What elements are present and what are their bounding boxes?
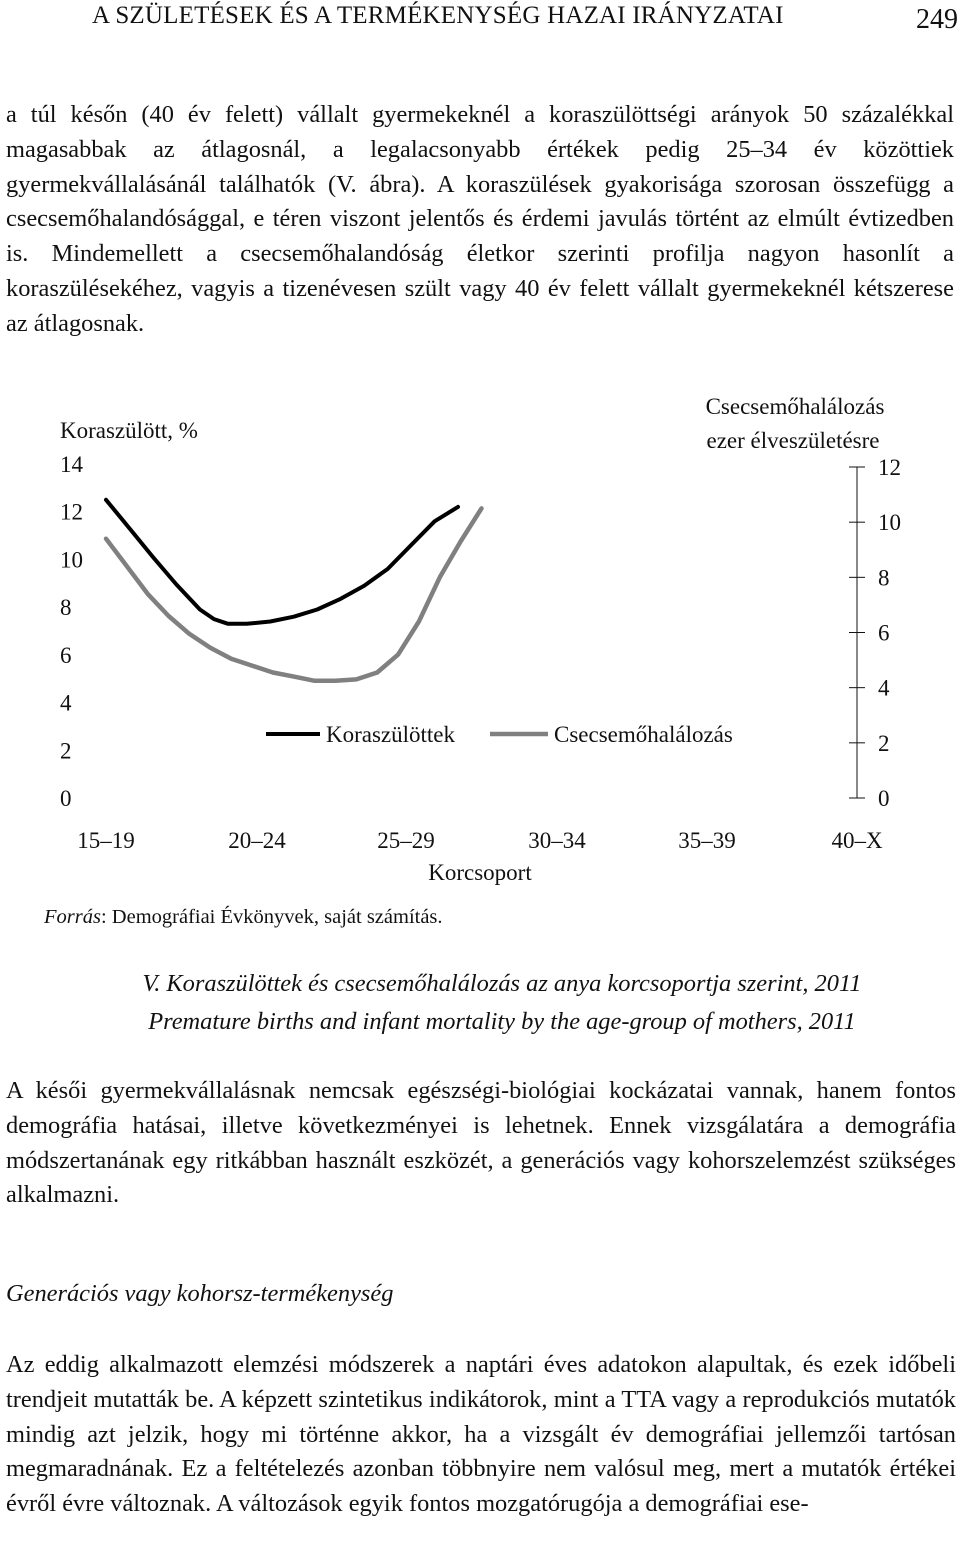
series-layer (106, 500, 482, 681)
y-left-tick-label: 8 (60, 595, 72, 621)
x-tick-label: 20–24 (228, 828, 286, 853)
body-paragraph-2: A késői gyermekvállalásnak nemcsak egészségi-biológiai kockázatai vannak, hanem fontos demográfia hatásai, illetve következményei is lehetnek. Ennek vizsgálatára a demográfia módszertanának egy ritkábban használt eszközét, a generációs vagy kohorszelemzést szükséges alkalmazni. (6, 1077, 956, 1209)
y-axis-right-label-line-2: ezer élveszületésre (706, 428, 880, 453)
x-tick-label: 30–34 (528, 828, 586, 853)
y-right-tick-label: 4 (878, 675, 890, 701)
y-left-tick-label: 4 (60, 690, 72, 716)
x-tick-label: 40–X (831, 828, 883, 853)
figure-caption-english: Premature births and infant mortality by the age-group of mothers, 2011 (148, 1008, 856, 1035)
y-left-tick-label: 0 (60, 786, 72, 811)
y-axis-right-ticks (878, 455, 901, 811)
y-right-tick-label: 8 (878, 565, 890, 591)
page-number: 249 (916, 4, 958, 35)
series-line-csecsemohalalozas (106, 508, 482, 680)
figure-source-note (44, 906, 443, 929)
source-label: Forrás (44, 906, 101, 928)
x-tick-label: 35–39 (678, 828, 736, 853)
legend-label-csecsemohalalozas: Csecsemőhalálozás (554, 722, 733, 747)
figure-caption-hungarian: V. Koraszülöttek és csecsemőhalálozás az anya korcsoportja szerint, 2011 (142, 970, 862, 997)
running-header-title: A SZÜLETÉSEK ÉS A TERMÉKENYSÉG HAZAI IRÁNYZATAI (92, 2, 784, 29)
source-text: : Demográfiai Évkönyvek, saját számítás. (100, 906, 443, 928)
y-right-tick-label: 2 (878, 730, 890, 756)
y-right-tick-label: 12 (878, 455, 901, 480)
y-axis-left-label: Koraszülött, % (60, 418, 198, 443)
y-axis-right (849, 467, 865, 798)
y-left-tick-label: 12 (60, 499, 83, 525)
legend (266, 722, 733, 747)
y-right-tick-label: 0 (878, 786, 890, 811)
y-left-tick-label: 10 (60, 547, 83, 573)
section-heading: Generációs vagy kohorsz-termékenység (6, 1280, 394, 1307)
running-header (0, 0, 960, 40)
x-tick-label: 25–29 (377, 828, 435, 853)
y-left-tick-label: 6 (60, 642, 72, 668)
y-right-tick-label: 6 (878, 620, 890, 646)
x-axis-ticks (77, 828, 883, 853)
figure-v-chart (0, 380, 960, 900)
y-right-tick-label: 10 (878, 510, 901, 536)
y-axis-right-label-line-1: Csecsemőhalálozás (705, 394, 885, 419)
x-axis-label: Korcsoport (428, 860, 532, 885)
y-left-tick-label: 2 (60, 738, 72, 764)
y-left-tick-label: 14 (60, 452, 83, 477)
legend-label-koraszulottek: Koraszülöttek (326, 722, 456, 747)
body-paragraph-3: Az eddig alkalmazott elemzési módszerek a naptári éves adatokon alapultak, és ezek időbeli trendjeit mutatták be. A képzett szintetikus indikátorok, mint a TTA vagy a reprodukciós mutatók mindig azt jelzik, hogy mi történne akkor, ha a vizsgált év demográfiai jellemzői tartósan megmaradnának. Ez a feltételezés azonban többnyire nem valósul meg, mert a mutatók értékei évről évre változnak. A változások egyik fontos mozgatórugója a demográfiai ese- (6, 1351, 956, 1518)
x-tick-label: 15–19 (77, 828, 135, 853)
body-paragraph-1: a túl későn (40 év felett) vállalt gyermekeknél a koraszülöttségi arányok 50 százalékkal magasabbak az átlagosnál, a legalacsonyabb értékek pedig 25–34 év közöttiek gyermekvállalásánál találhatók (V. ábra). A koraszülések gyakorisága szorosan összefügg a csecsemőhalandósággal, e téren viszont jelentős és érdemi javulás történt az elmúlt évtizedben is. Mindemellett a csecsemőhalandóság életkor szerinti profilja nagyon hasonlít a koraszülésekéhez, vagyis a tizenévesen szült vagy 40 év felett vállalt gyermekeknél kétszerese az átlagosnak. (6, 101, 954, 337)
y-axis-left-ticks (60, 452, 84, 811)
